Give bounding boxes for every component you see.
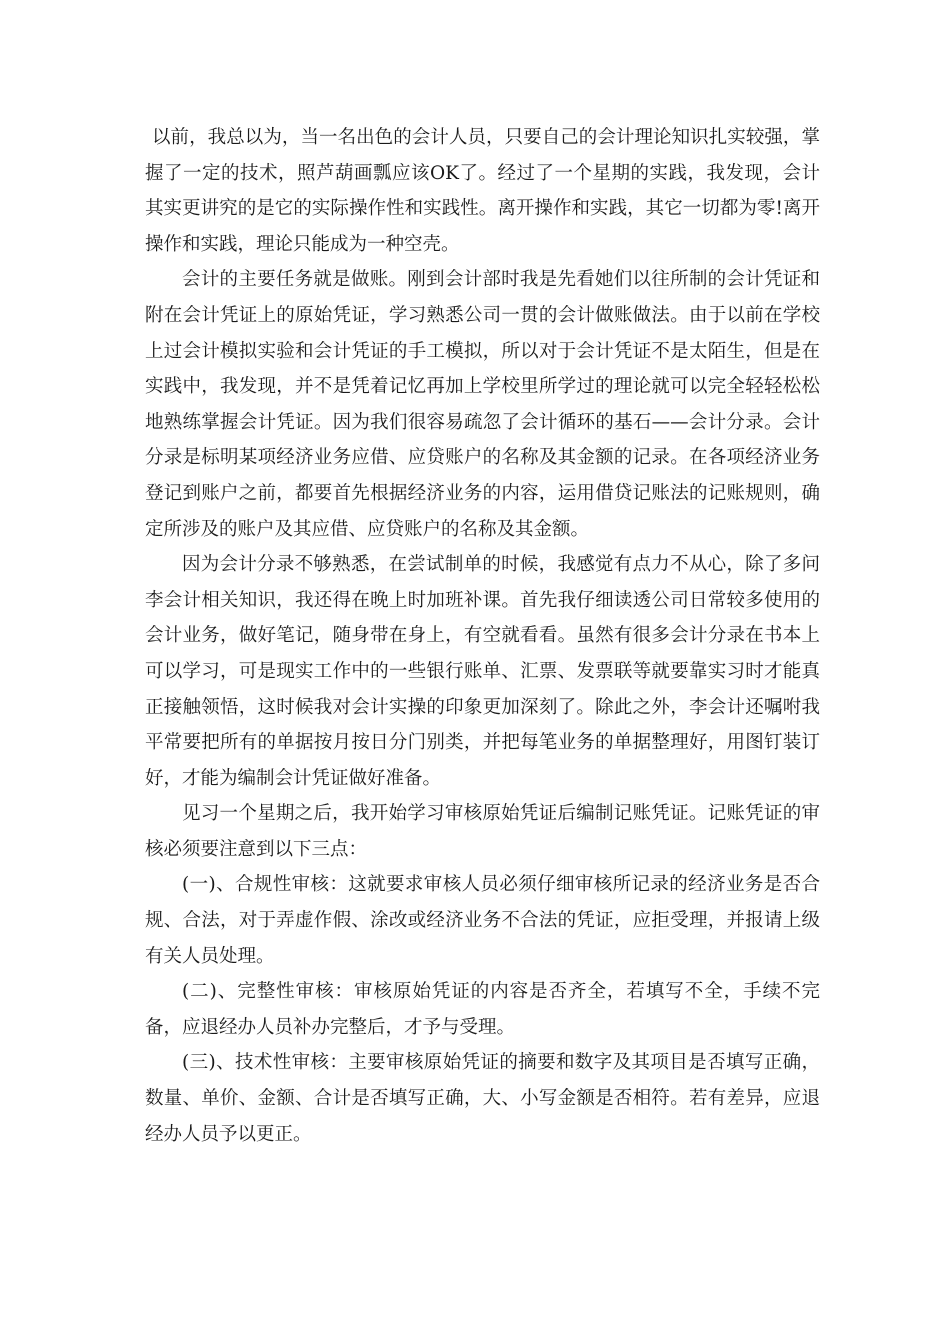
paragraph-3: 因为会计分录不够熟悉，在尝试制单的时候，我感觉有点力不从心，除了多问李会计相关知识，我还得在晚上时加班补课。首先我仔细读透公司日常较多使用的会计业务，做好笔记，随身带在身上，有空就看看。虽然有很多会计分录在书本上可以学习，可是现实工作中的一些银行账单、汇票、发票联等就要靠实习时才能真正接触领悟，这时候我对会计实操的印象更加深刻了。除此之外，李会计还嘱咐我平常要把所有的单据按月按日分门别类，并把每笔业务的单据整理好，用图钉装订好，才能为编制会计凭证做好准备。 bbox=[145, 554, 820, 789]
paragraph-1: 以前，我总以为，当一名出色的会计人员，只要自己的会计理论知识扎实较强，掌握了一定的技术，照芦葫画瓢应该OK了。经过了一个星期的实践，我发现，会计其实更讲究的是它的实际操作性和实践性。离开操作和实践，其它一切都为零!离开操作和实践，理论只能成为一种空壳。 bbox=[145, 127, 820, 255]
document-body bbox=[145, 120, 820, 1152]
paragraph-7: (三)、技术性审核：主要审核原始凭证的摘要和数字及其项目是否填写正确，数量、单价、金额、合计是否填写正确，大、小写金额是否相符。若有差异，应退经办人员予以更正。 bbox=[145, 1052, 820, 1145]
paragraph-6: (二)、完整性审核：审核原始凭证的内容是否齐全，若填写不全，手续不完备，应退经办人员补办完整后，才予与受理。 bbox=[145, 981, 820, 1038]
paragraph-4: 见习一个星期之后，我开始学习审核原始凭证后编制记账凭证。记账凭证的审核必须要注意到以下三点： bbox=[145, 803, 820, 860]
paragraph-5: (一)、合规性审核：这就要求审核人员必须仔细审核所记录的经济业务是否合规、合法，对于弄虚作假、涂改或经济业务不合法的凭证，应拒受理，并报请上级有关人员处理。 bbox=[145, 874, 820, 967]
paragraph-2: 会计的主要任务就是做账。刚到会计部时我是先看她们以往所制的会计凭证和附在会计凭证上的原始凭证，学习熟悉公司一贯的会计做账做法。由于以前在学校上过会计模拟实验和会计凭证的手工模拟，所以对于会计凭证不是太陌生，但是在实践中，我发现，并不是凭着记忆再加上学校里所学过的理论就可以完全轻轻松松地熟练掌握会计凭证。因为我们很容易疏忽了会计循环的基石——会计分录。会计分录是标明某项经济业务应借、应贷账户的名称及其金额的记录。在各项经济业务登记到账户之前，都要首先根据经济业务的内容，运用借贷记账法的记账规则，确定所涉及的账户及其应借、应贷账户的名称及其金额。 bbox=[145, 269, 820, 540]
